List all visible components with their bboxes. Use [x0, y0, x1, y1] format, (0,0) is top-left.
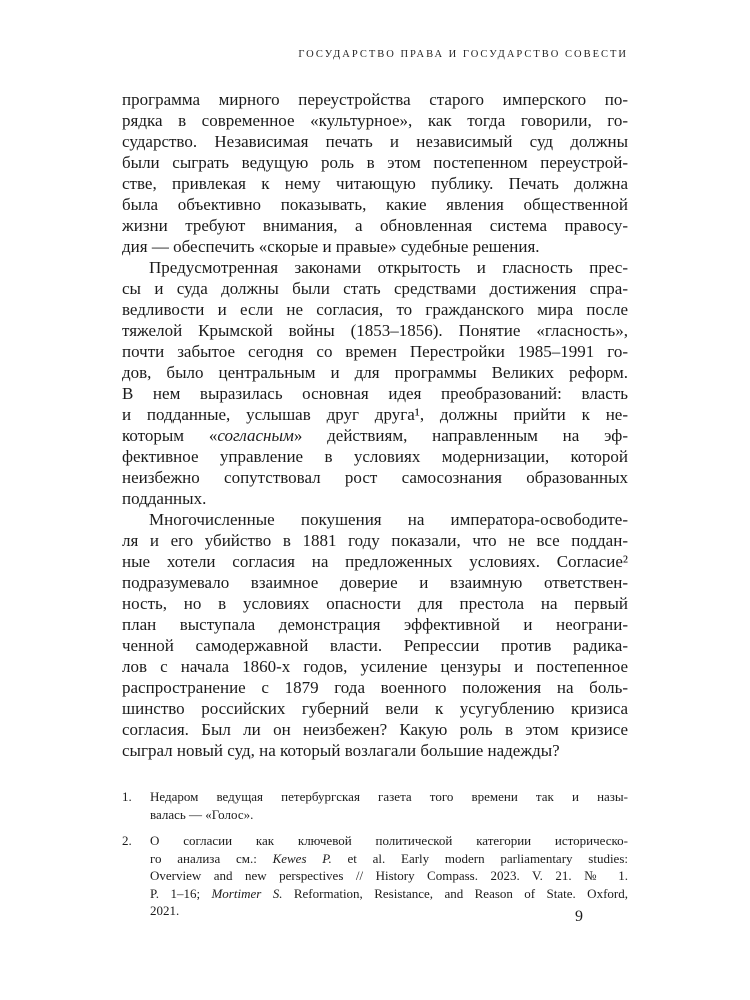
text-line: Многочисленные покушения на императора-освободите-	[149, 510, 628, 529]
text-line: ные хотели согласия на предложенных условиях. Согласие²	[122, 552, 628, 571]
page-number: 9	[575, 908, 583, 925]
footnote-line: 2021.	[150, 903, 180, 918]
text-line: фективное управление в условиях модернизации, которой	[122, 447, 628, 466]
footnote-marker: 2.	[122, 833, 132, 848]
text-line: ля и его убийство в 1881 году показали, что не все поддан-	[122, 531, 628, 550]
text-line: почти забытое сегодня со времен Перестройки 1985–1991 го-	[122, 342, 628, 361]
footnote	[122, 832, 628, 920]
text-line: ведливости и если не согласия, то гражданского мира после	[122, 300, 628, 319]
text-line: подданных.	[122, 489, 207, 508]
text-line: и подданные, услышав друг друга¹, должны прийти к не-	[122, 405, 628, 424]
footnote-line: Overview and new perspectives // History Compass. 2023. V. 21. № 1.	[150, 868, 628, 883]
running-header: ГОСУДАРСТВО ПРАВА И ГОСУДАРСТВО СОВЕСТИ	[298, 49, 628, 60]
text-line: была объективно показывать, какие явления общественной	[122, 195, 628, 214]
text-line: дия — обеспечить «скорые и правые» судебные решения.	[122, 237, 540, 256]
text-line: согласия. Был ли он неизбежен? Какую роль в этом кризисе	[122, 720, 628, 739]
text-line: были сыграть ведущую роль в этом постепенном переустрой-	[122, 153, 628, 172]
text-line: шинство российских губерний вели к усугублению кризиса	[122, 699, 628, 718]
text-line: неизбежно сопутствовал рост самосознания образованных	[122, 468, 628, 487]
text-line: лов с начала 1860-х годов, усиление цензуры и постепенное	[122, 657, 628, 676]
text-line: рядка в современное «культурное», как тогда говорили, го-	[122, 111, 628, 130]
text-line: Предусмотренная законами открытость и гласность прес-	[149, 258, 628, 277]
footnote	[122, 788, 628, 823]
footnote-line: го анализа см.: Kewes P. et al. Early modern parliamentary studies:	[150, 850, 628, 866]
text-line: дов, было центральным и для программы Великих реформ.	[122, 363, 628, 382]
paragraph	[122, 509, 628, 761]
text-line: сыграл новый суд, на который возлагали большие надежды?	[122, 741, 560, 760]
text-line: тяжелой Крымской войны (1853–1856). Понятие «гласность»,	[122, 321, 628, 340]
text-line: план выступала демонстрация эффективной и неограни-	[122, 615, 628, 634]
text-line: ченной самодержавной власти. Репрессии против радика-	[122, 636, 628, 655]
paragraph	[122, 257, 628, 509]
footnote-line: P. 1–16; Mortimer S. Reformation, Resistance, and Reason of State. Oxford,	[150, 885, 628, 901]
text-line: В нем выразилась основная идея преобразований: власть	[122, 384, 628, 403]
footnote-line: О согласии как ключевой политической категории историческо-	[150, 833, 628, 848]
footnote-line: валась — «Голос».	[150, 806, 254, 822]
text-line: программа мирного переустройства старого имперского по-	[122, 90, 628, 109]
text-line: жизни требуют внимания, а обновленная система правосу-	[122, 216, 628, 235]
text-line: ность, но в условиях опасности для престола на первый	[122, 594, 628, 613]
text-line: сы и суда должны были стать средствами достижения спра-	[122, 279, 628, 298]
paragraph	[122, 89, 628, 257]
text-line: которым «согласным» действиям, направленным на эф-	[122, 426, 628, 445]
text-line: сударство. Независимая печать и независимый суд должны	[122, 132, 628, 151]
footnote-line: Недаром ведущая петербургская газета того времени так и назы-	[150, 789, 628, 804]
footnote-marker: 1.	[122, 789, 132, 804]
body-text	[122, 89, 628, 761]
text-line: подразумевало взаимное доверие и взаимную ответствен-	[122, 573, 628, 592]
text-line: распространение с 1879 года военного положения на боль-	[122, 678, 628, 697]
text-line: стве, привлекая к нему читающую публику. Печать должна	[122, 174, 628, 193]
